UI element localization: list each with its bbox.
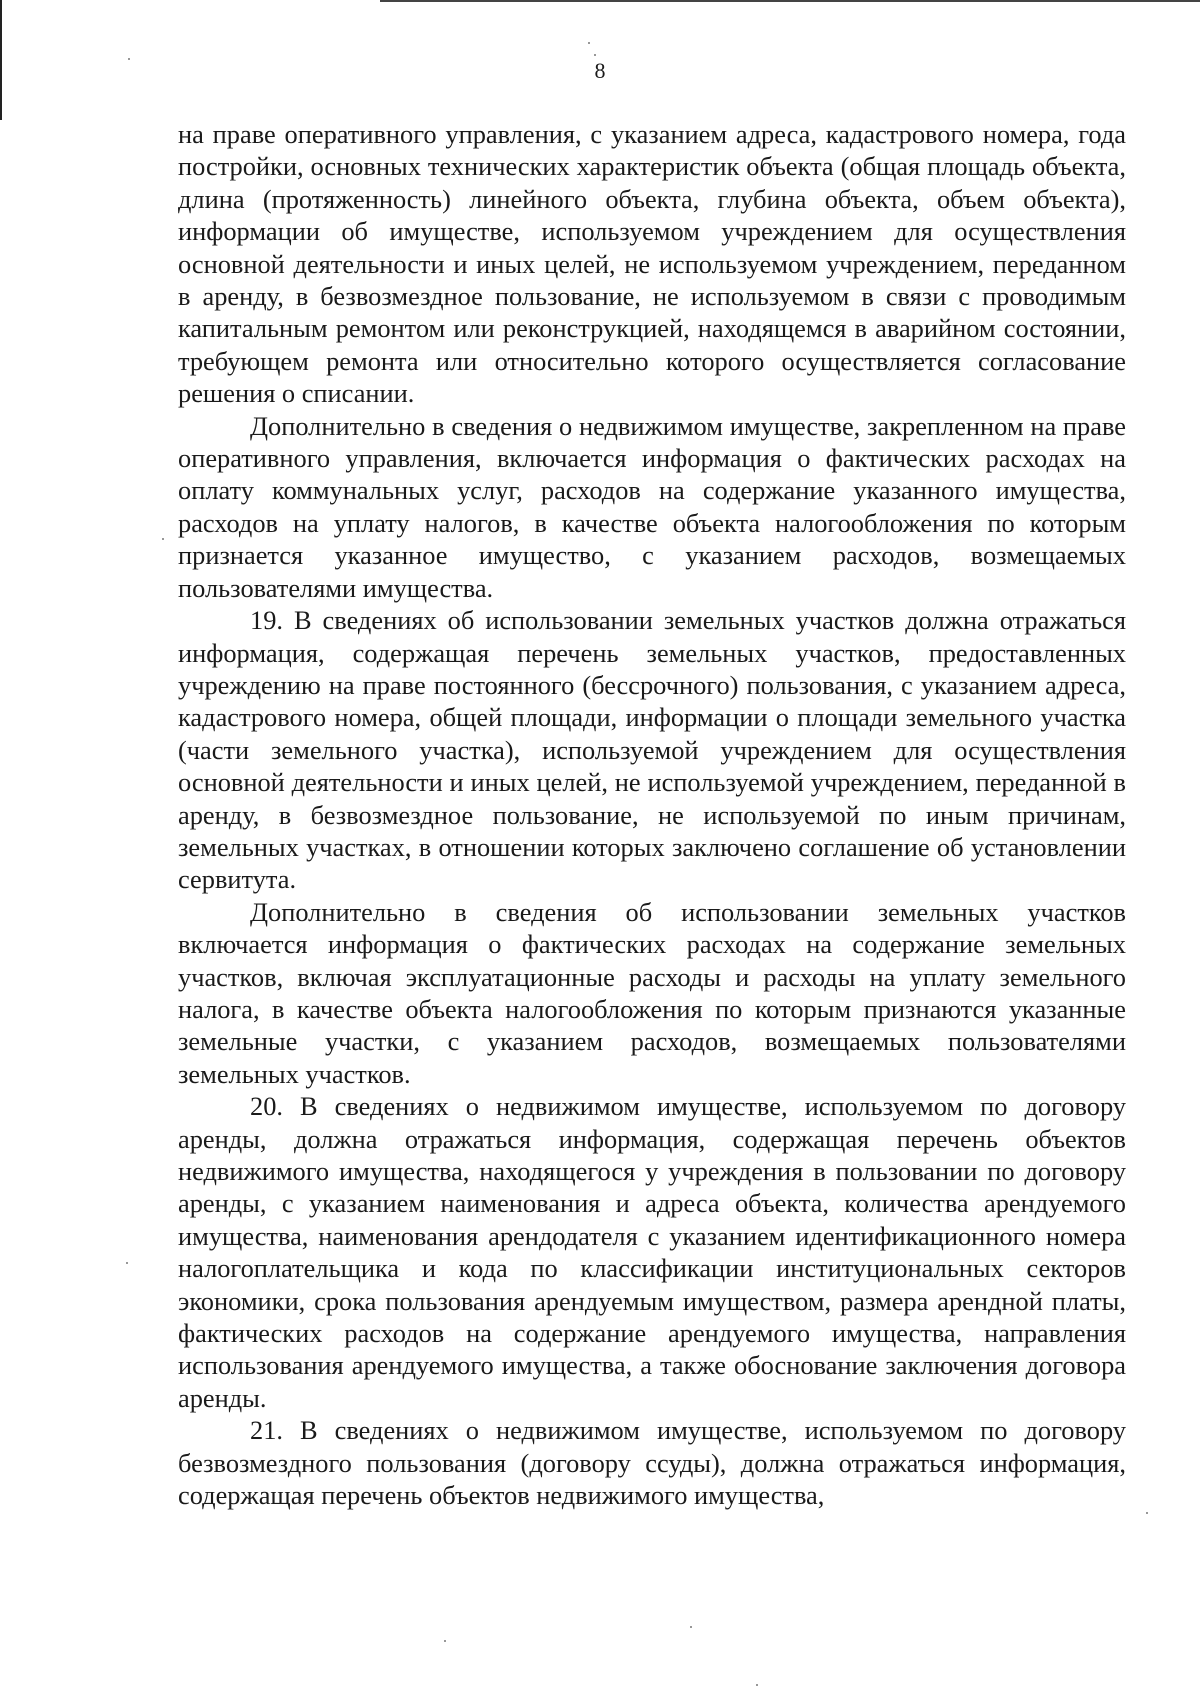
scan-top-edge <box>380 0 1200 2</box>
paragraph-real-estate-expenses: Дополнительно в сведения о недвижимом имуществе, закрепленном на праве оперативного управления, включается информация о фактических расходах на оплату коммунальных услуг, расходов на содержание указанного имущества, расходов на уплату налогов, в качестве объекта налогообложения по которым признается указанное имущество, с указанием расходов, возмещаемых пользователями имущества. <box>178 410 1126 603</box>
scan-speck <box>756 1684 758 1686</box>
paragraph-land-expenses: Дополнительно в сведения об использовании земельных участков включается информация о фактических расходах на содержание земельных участков, включая эксплуатационные расходы и расходы на уплату земельного налога, в качестве объекта налогообложения по которым признаются указанные земельные участки, с указанием расходов, возмещаемых пользователями земельных участков. <box>178 896 1126 1089</box>
scan-speck <box>1146 1512 1148 1514</box>
document-body <box>178 118 1126 1511</box>
scan-speck <box>594 54 596 56</box>
scan-speck <box>126 1262 128 1264</box>
scan-speck <box>128 58 130 60</box>
page-number: 8 <box>594 58 606 83</box>
scan-speck <box>162 538 164 540</box>
scan-speck <box>444 1640 446 1642</box>
paragraph-continuation: на праве оперативного управления, с указанием адреса, кадастрового номера, года постройки, основных технических характеристик объекта (общая площадь объекта, длина (протяженность) линейного объекта, глубина объекта, объем объекта), информации об имуществе, используемом учреждением для осуществления основной деятельности и иных целей, не используемом учреждением, переданном в аренду, в безвозмездное пользование, не используемом в связи с проводимым капитальным ремонтом или реконструкцией, находящемся в аварийном состоянии, требующем ремонта или относительно которого осуществляется согласование решения о списании. <box>178 119 1126 409</box>
paragraph-item-20: 20. В сведениях о недвижимом имуществе, используемом по договору аренды, должна отражаться информация, содержащая перечень объектов недвижимого имущества, находящегося у учреждения в пользовании по договору аренды, с указанием наименования и адреса объекта, количества арендуемого имущества, наименования арендодателя с указанием идентификационного номера налогоплательщика и кода по классификации институциональных секторов экономики, срока пользования арендуемым имуществом, размера арендной платы, фактических расходов на содержание арендуемого имущества, направления использования арендуемого имущества, а также обоснование заключения договора аренды. <box>178 1091 1126 1413</box>
paragraph-item-19: 19. В сведениях об использовании земельных участков должна отражаться информация, содержащая перечень земельных участков, предоставленных учреждению на праве постоянного (бессрочного) пользования, с указанием адреса, кадастрового номера, общей площади, информации о площади земельного участка (части земельного участка), используемой учреждением для осуществления основной деятельности и иных целей, не используемой учреждением, переданной в аренду, в безвозмездное пользование, не используемой по иным причинам, земельных участках, в отношении которых заключено соглашение об установлении сервитута. <box>178 605 1126 895</box>
scan-speck <box>690 1626 692 1628</box>
paragraph-item-21: 21. В сведениях о недвижимом имуществе, используемом по договору безвозмездного пользования (договору ссуды), должна отражаться информация, содержащая перечень объектов недвижимого имущества, <box>178 1415 1126 1511</box>
scan-speck <box>588 42 590 44</box>
